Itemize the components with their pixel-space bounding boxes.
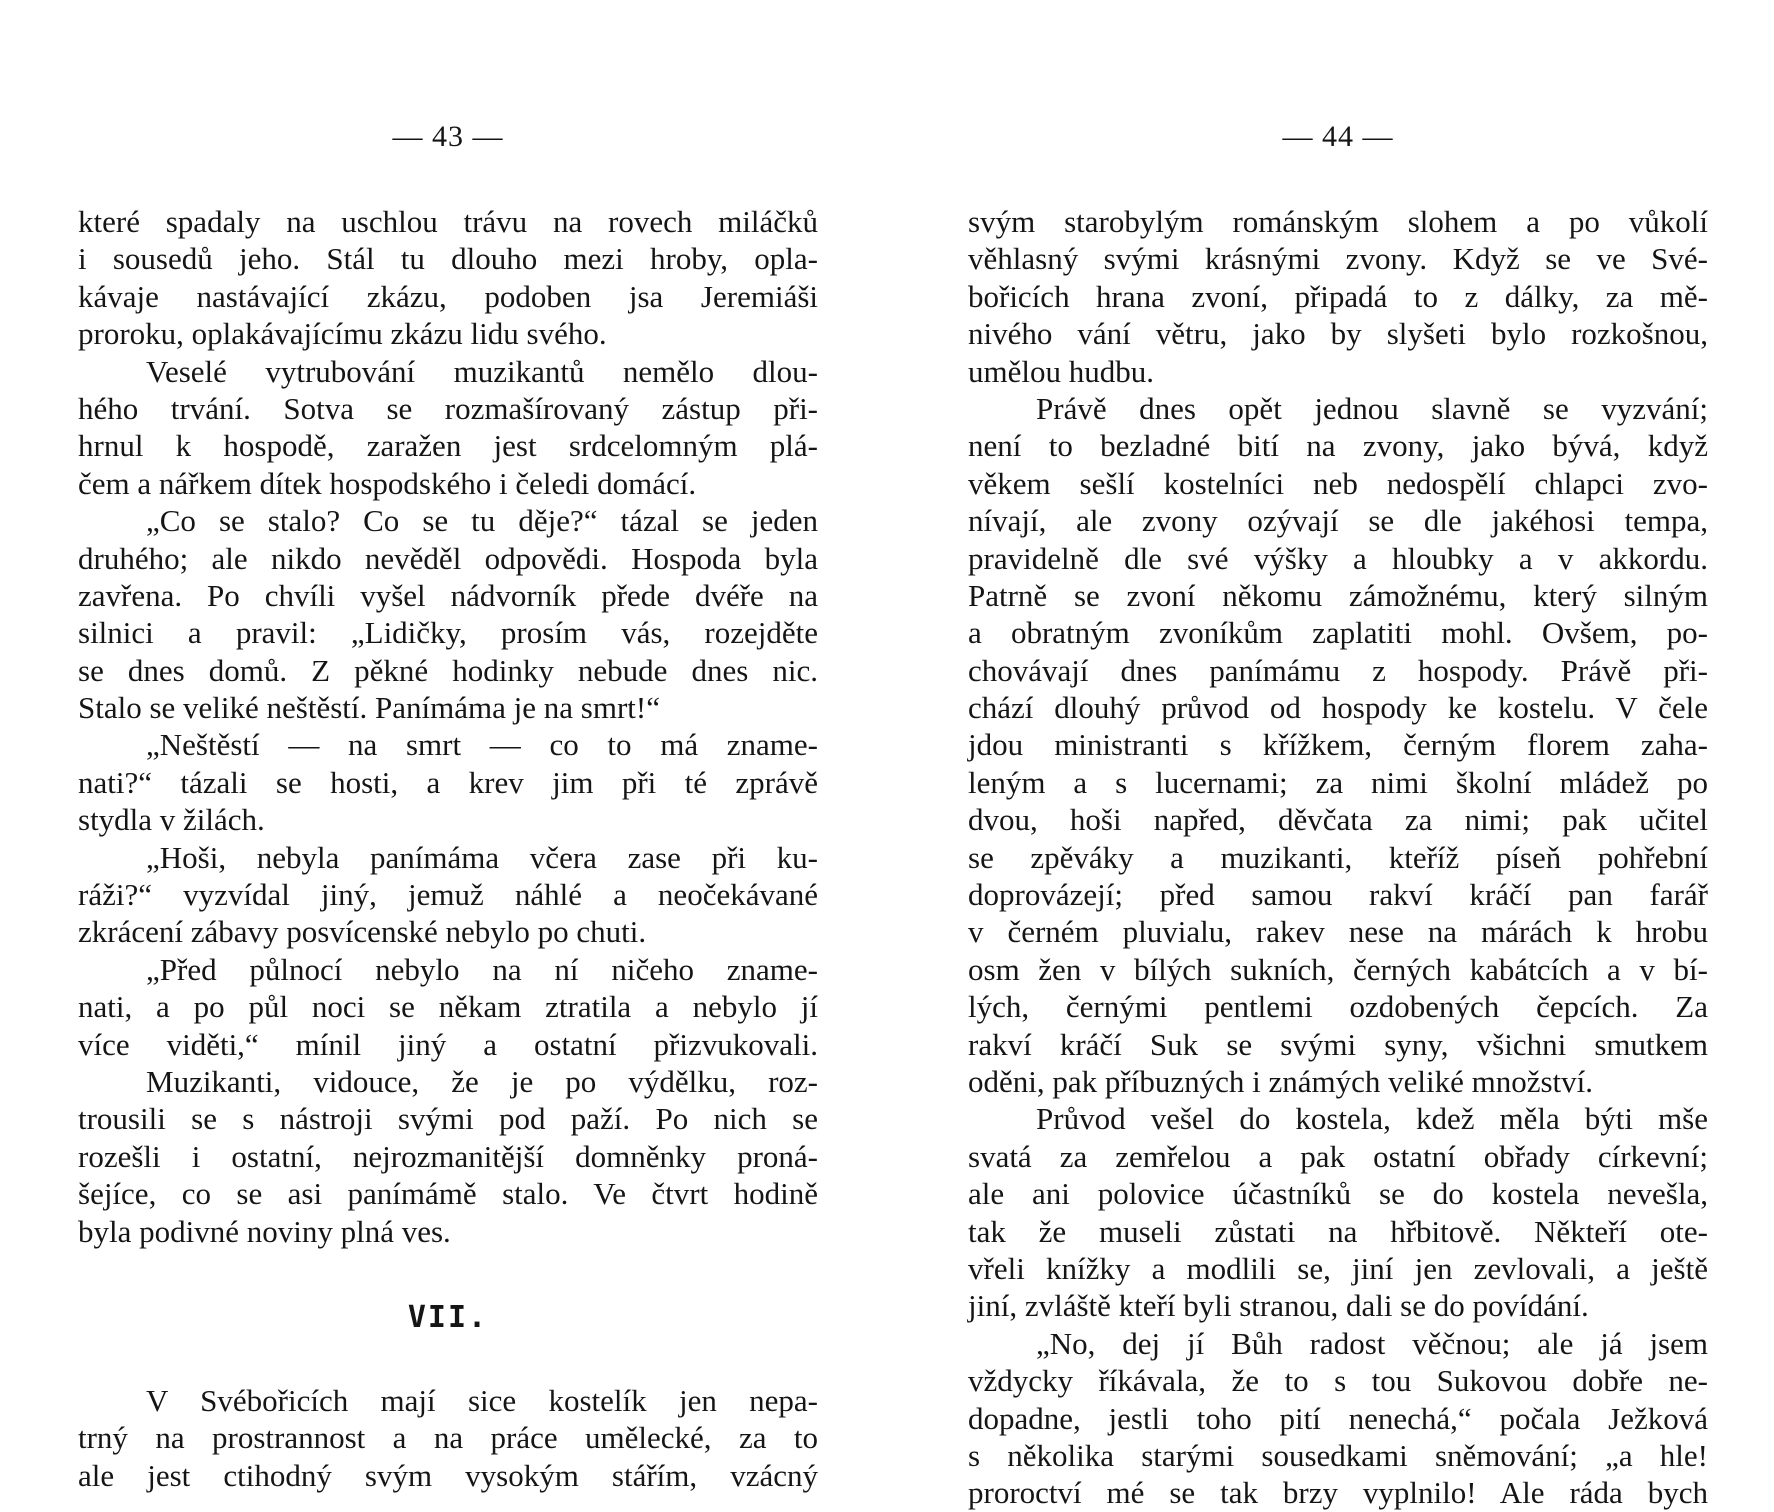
text-line: Právě dnes opět jednou slavně se vyzvání; bbox=[1036, 390, 1708, 426]
text-line: proroku, oplakávajícímu zkázu lidu svého. bbox=[78, 316, 607, 352]
text-line: ráži?“ vyzvídal jiný, jemuž náhlé a neočekávané bbox=[78, 877, 818, 913]
text-line: byla podivné noviny plná ves. bbox=[78, 1213, 451, 1249]
text-line: rozešli i ostatní, nejrozmanitější domněnky proná- bbox=[78, 1138, 818, 1174]
text-line: bořicích hrana zvoní, připadá to z dálky, za mě- bbox=[968, 278, 1708, 314]
text-line: stydla v žilách. bbox=[78, 802, 265, 838]
text-line: ale ani polovice účastníků se do kostela nevešla, bbox=[968, 1176, 1708, 1212]
text-line: hého trvání. Sotva se rozmašírovaný zástup při- bbox=[78, 390, 818, 426]
text-line: „Neštěstí — na smrt — co to má zname- bbox=[146, 727, 818, 763]
text-line: doprovázejí; před samou rakví kráčí pan farář bbox=[968, 877, 1708, 913]
text-line: se zpěváky a muzikanti, kteříž píseň pohřební bbox=[968, 839, 1708, 875]
text-line: osm žen v bílých sukních, černých kabátcích a v bí- bbox=[968, 951, 1708, 987]
left-page bbox=[78, 0, 818, 1500]
text-line: umělou hudbu. bbox=[968, 353, 1154, 389]
text-line: nati?“ tázali se hosti, a krev jim při té zprávě bbox=[78, 764, 818, 800]
text-line: chovávají dnes panímámu z hospody. Právě při- bbox=[968, 652, 1708, 688]
page-number-left: — 43 — bbox=[392, 120, 504, 153]
text-line: zkrácení zábavy posvícenské nebylo po chuti. bbox=[78, 914, 647, 950]
chapter-heading: VII. bbox=[407, 1299, 489, 1335]
text-line: které spadaly na uschlou trávu na rovech miláčků bbox=[78, 204, 818, 239]
text-line: trousili se s nástroji svými pod paží. Po nich se bbox=[78, 1101, 818, 1137]
text-line: věhlasný svými krásnými zvony. Když se ve Své- bbox=[968, 241, 1708, 277]
text-line: lých, černými pentlemi ozdobených čepcích. Za bbox=[968, 989, 1708, 1025]
text-line: jdou ministranti s křížkem, černým florem zaha- bbox=[968, 727, 1708, 763]
text-line: čem a nářkem dítek hospodského i čeledi domácí. bbox=[78, 465, 697, 501]
text-line: ale jest ctihodný svým vysokým stářím, vzácný bbox=[78, 1457, 818, 1493]
text-line: „No, dej jí Bůh radost věčnou; ale já jsem bbox=[1036, 1325, 1708, 1361]
text-line: chází dlouhý průvod od hospody ke kostelu. V čele bbox=[968, 690, 1708, 726]
text-line: Průvod vešel do kostela, kdež měla býti mše bbox=[1036, 1101, 1708, 1137]
text-line: i sousedů jeho. Stál tu dlouho mezi hroby, opla- bbox=[78, 241, 818, 277]
text-line: vždycky říkávala, že to s tou Sukovou dobře ne- bbox=[968, 1363, 1708, 1399]
text-line: „Hoši, nebyla panímáma včera zase při ku- bbox=[146, 839, 818, 875]
text-line: druhého; ale nikdo nevěděl odpovědi. Hospoda byla bbox=[78, 540, 818, 576]
text-line: trný na prostrannost a na práce umělecké, za to bbox=[78, 1420, 818, 1456]
text-line: silnici a pravil: „Lidičky, prosím vás, rozejděte bbox=[78, 615, 818, 651]
text-line: Muzikanti, vidouce, že je po výdělku, roz- bbox=[146, 1063, 818, 1099]
text-line: V Svébořicích mají sice kostelík jen nepa- bbox=[146, 1382, 818, 1418]
text-line: nivého vání větru, jako by slyšeti bylo rozkošnou, bbox=[968, 316, 1708, 352]
text-line: Stalo se veliké neštěstí. Panímáma je na smrt!“ bbox=[78, 690, 660, 726]
text-line: Patrně se zvoní někomu zámožnému, který silným bbox=[968, 577, 1708, 613]
text-line: a obratným zvoníkům zaplatiti mohl. Ovšem, po- bbox=[968, 615, 1708, 651]
text-line: nívají, ale zvony ozývají se dle jakéhosi tempa, bbox=[968, 503, 1708, 539]
text-line: Veselé vytrubování muzikantů nemělo dlou- bbox=[146, 353, 818, 389]
text-line: pravidelně dle své výšky a hloubky a v akkordu. bbox=[968, 540, 1708, 576]
text-line: „Před půlnocí nebylo na ní ničeho zname- bbox=[146, 951, 818, 987]
text-line: leným a s lucernami; za nimi školní mládež po bbox=[968, 764, 1708, 800]
text-line: hrnul k hospodě, zaražen jest srdcelomným plá- bbox=[78, 428, 818, 464]
text-line: jiní, zvláště kteří byli stranou, dali se do povídání. bbox=[968, 1288, 1589, 1324]
text-line: „Co se stalo? Co se tu děje?“ tázal se jeden bbox=[146, 503, 818, 539]
text-line: vřeli knížky a modlili se, jiní jen zevlovali, a ještě bbox=[968, 1250, 1708, 1286]
text-line: není to bezladné bití na zvony, jako bývá, když bbox=[968, 428, 1708, 464]
text-line: více viděti,“ mínil jiný a ostatní přizvukovali. bbox=[78, 1026, 818, 1062]
text-line: v černém pluvialu, rakev nese na márách k hrobu bbox=[968, 914, 1708, 950]
text-line: rakví kráčí Suk se svými syny, všichni smutkem bbox=[968, 1026, 1708, 1062]
text-line: svatá za zemřelou a pak ostatní obřady církevní; bbox=[968, 1138, 1708, 1174]
text-line: tak že museli zůstati na hřbitově. Někteří ote- bbox=[968, 1213, 1708, 1249]
text-line: svým starobylým románským slohem a po vůkolí bbox=[968, 204, 1708, 239]
text-line: kávaje nastávající zkázu, podoben jsa Jeremiáši bbox=[78, 278, 818, 314]
text-line: dvou, hoši napřed, děvčata za nimi; pak učitel bbox=[968, 802, 1708, 838]
text-line: věkem sešlí kostelníci neb nedospělí chlapci zvo- bbox=[968, 465, 1708, 501]
right-page bbox=[968, 0, 1708, 1511]
text-line: nati, a po půl noci se někam ztratila a nebylo jí bbox=[78, 989, 818, 1025]
text-line: dopadne, jestli toho pití nenechá,“ počala Ježková bbox=[968, 1400, 1708, 1436]
text-line: oděni, pak příbuzných i známých veliké množství. bbox=[968, 1063, 1593, 1099]
left-text-block bbox=[78, 203, 818, 1494]
right-text-block bbox=[968, 203, 1708, 1512]
text-line: se dnes domů. Z pěkné hodinky nebude dnes nic. bbox=[78, 652, 818, 688]
text-line: šejíce, co se asi panímámě stalo. Ve čtvrt hodině bbox=[78, 1176, 818, 1212]
text-line: zavřena. Po chvíli vyšel nádvorník přede dvéře na bbox=[78, 577, 818, 613]
text-line: proroctví mé se tak brzy vyplnilo! Ale ráda bych bbox=[968, 1475, 1708, 1511]
page-number-right: — 44 — bbox=[1282, 120, 1394, 153]
text-line: s několika starými sousedkami sněmování; „a hle! bbox=[968, 1437, 1708, 1473]
